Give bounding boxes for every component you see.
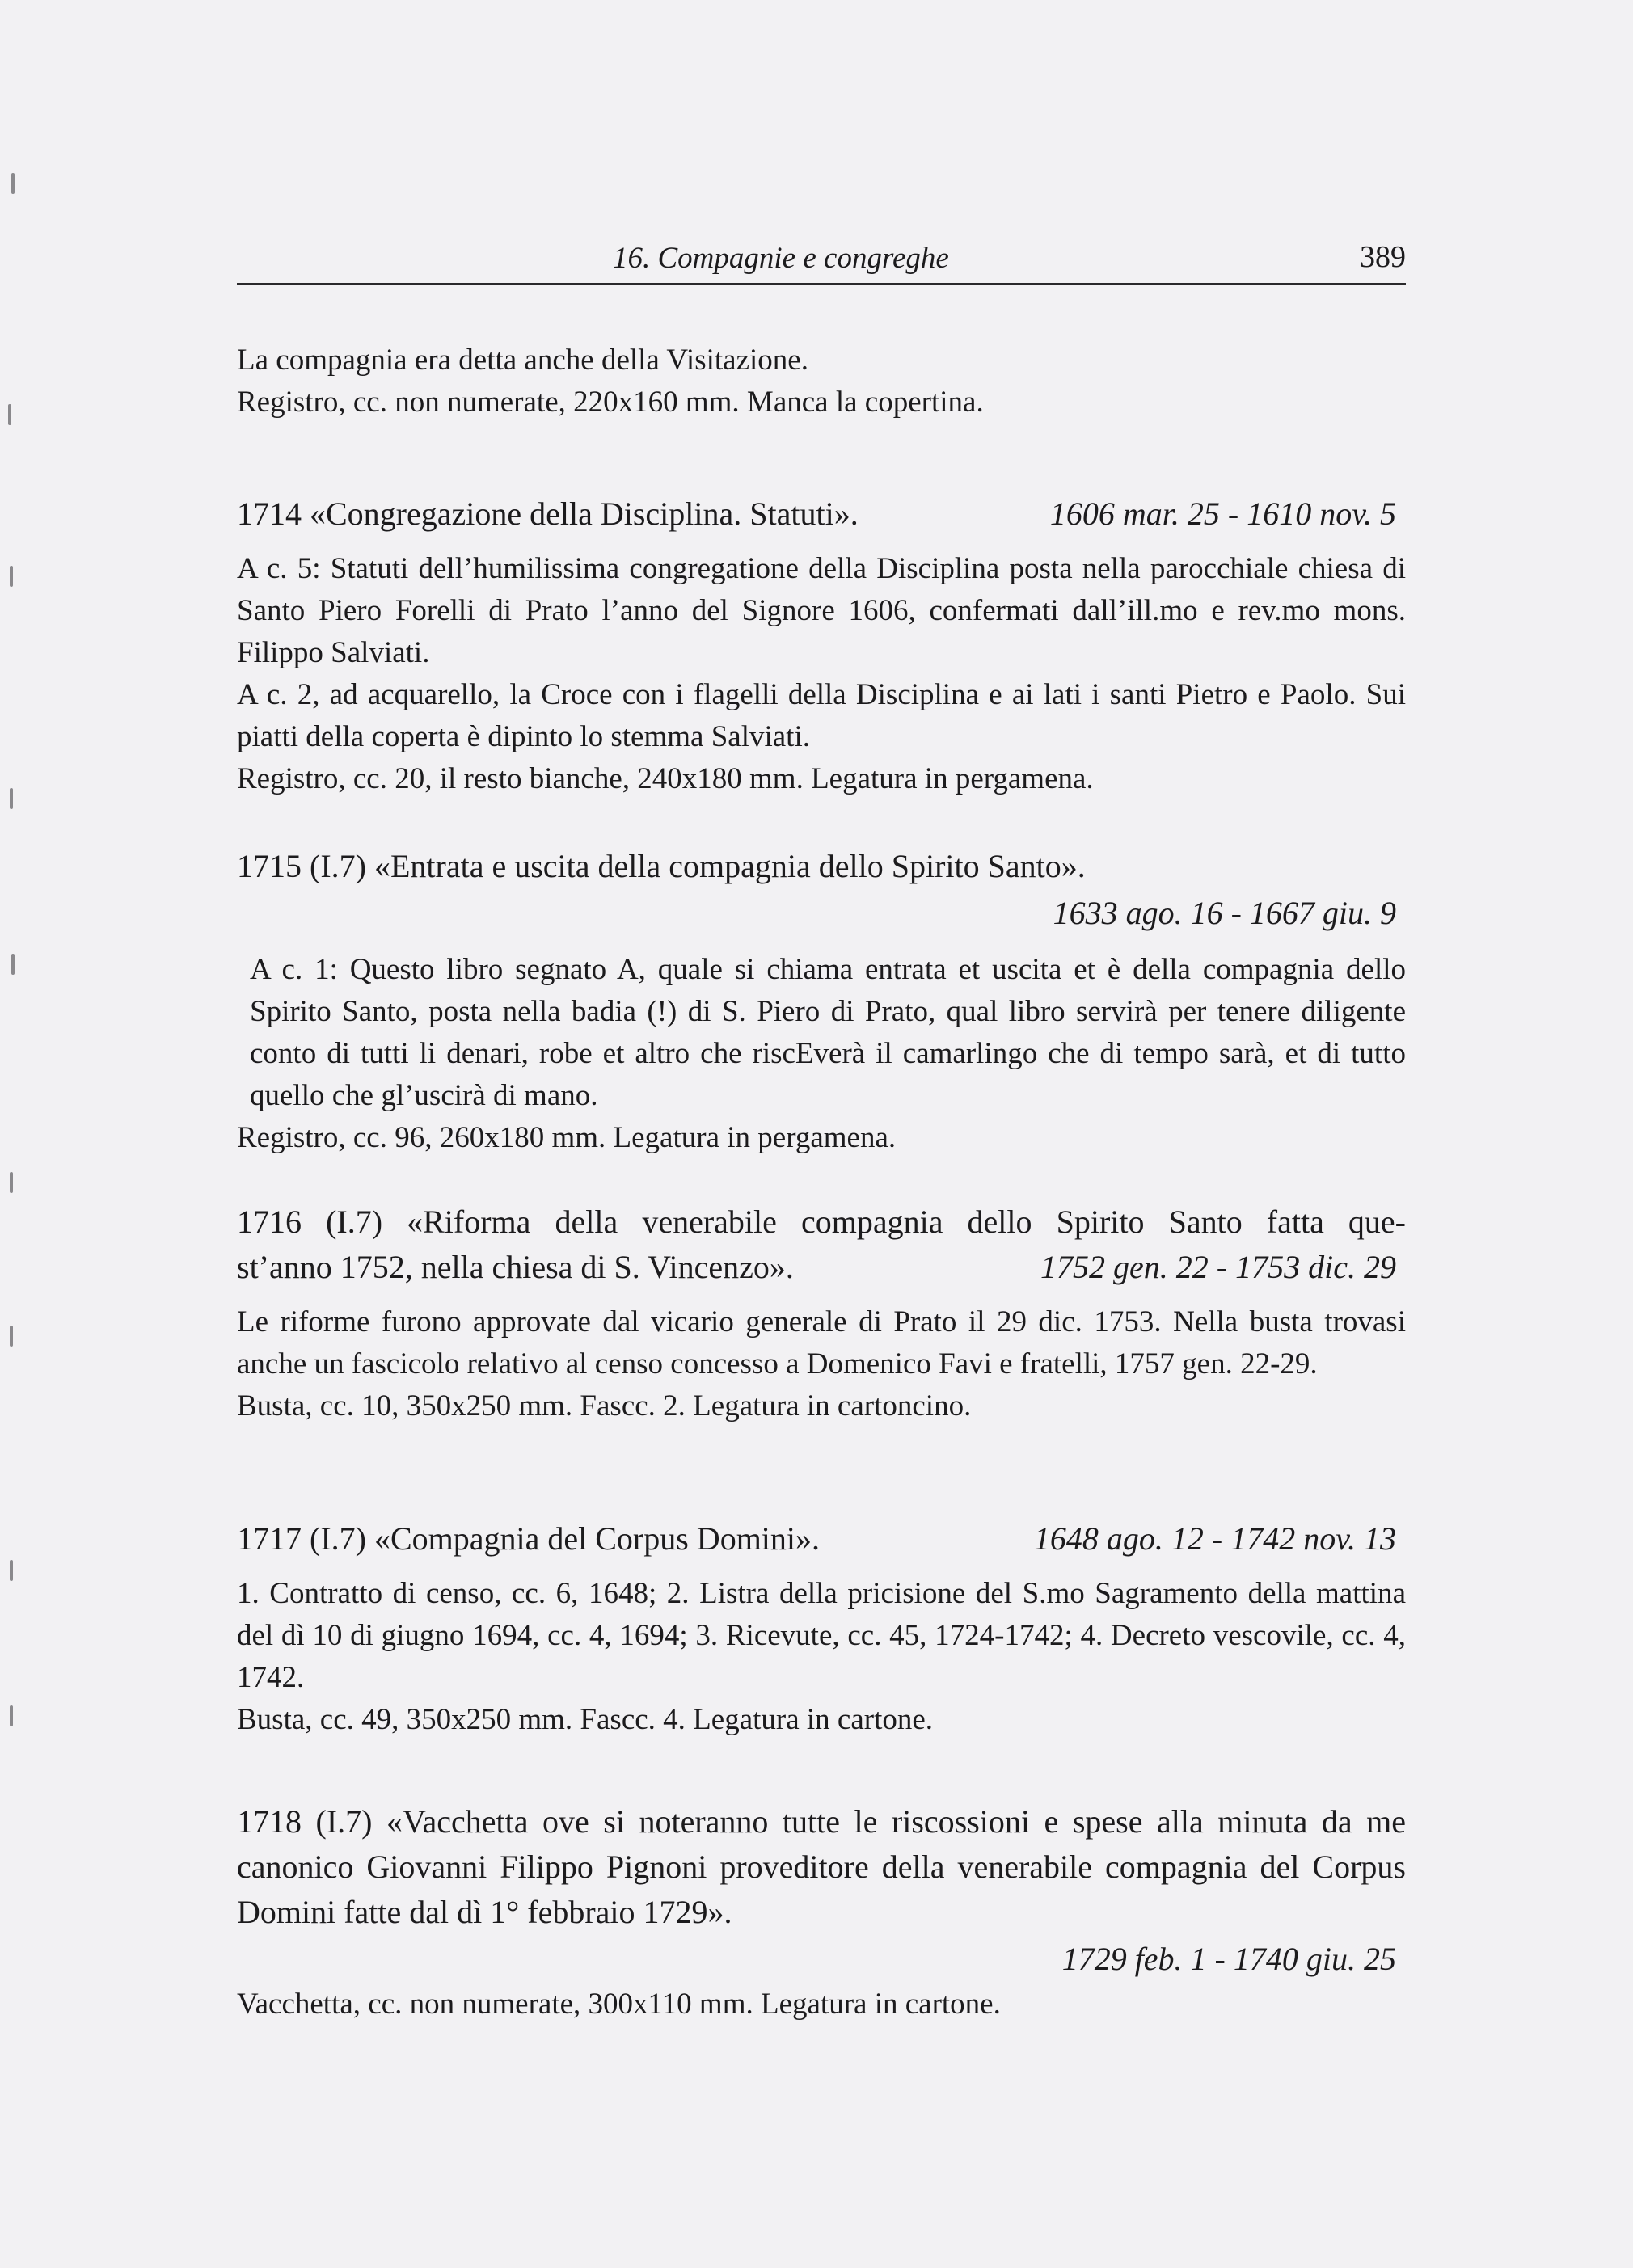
margin-mark (10, 1326, 13, 1347)
entry-title-text: 1714 «Congregazione della Disciplina. Statuti». (237, 495, 859, 532)
entry-date: 1648 ago. 12 - 1742 nov. 13 (1033, 1520, 1396, 1557)
entry-description-2: A c. 2, ad acquarello, la Croce con i flagelli della Disciplina e ai lati i santi Pietro e Paolo. Sui piatti della coperta è dipinto lo stemma Salviati. (237, 678, 1406, 753)
entry-1718 (237, 1799, 1406, 2026)
entry-title (237, 1516, 1406, 1562)
page-header (237, 233, 1406, 285)
entry-date: 1729 feb. 1 - 1740 giu. 25 (1061, 1941, 1396, 1977)
entry-description: A c. 5: Statuti dell’humilissima congregatione della Disciplina posta nella parocchiale chiesa di Santo Piero Forelli di Prato l’anno del Signore 1606, confermati dall’ill.mo e rev.mo mons. Filippo Salviati. (237, 552, 1406, 669)
intro-note (237, 339, 1406, 424)
intro-physical: Registro, cc. non numerate, 220x160 mm. Manca la copertina. (237, 386, 984, 419)
margin-mark (10, 566, 13, 587)
entry-title (237, 491, 1406, 537)
entry-physical: Vacchetta, cc. non numerate, 300x110 mm. Legatura in cartone. (237, 1988, 1001, 2021)
entry-physical: Registro, cc. 96, 260x180 mm. Legatura in pergamena. (237, 1121, 897, 1154)
margin-mark (8, 404, 11, 425)
entry-title: 1718 (I.7) «Vacchetta ove si noteranno tutte le riscossioni e spese alla minuta da me canonico Giovanni Filippo Pignoni proveditore della venerabile compagnia del Corpus Domini fatte dal dì 1° febbraio 1729». (237, 1803, 1406, 1930)
entry-1714 (237, 491, 1406, 800)
margin-mark (11, 173, 15, 194)
entry-title-line: 1716 (I.7) «Riforma della venerabile compagnia dello Spirito Santo fatta que- (237, 1204, 1406, 1240)
entry-1715 (237, 844, 1406, 1159)
entry-title-text: 1717 (I.7) «Compagnia del Corpus Domini». (237, 1520, 821, 1557)
entry-date: 1633 ago. 16 - 1667 giu. 9 (1053, 895, 1396, 931)
entry-title-text: st’anno 1752, nella chiesa di S. Vincenzo». (237, 1249, 794, 1285)
entry-description: Le riforme furono approvate dal vicario generale di Prato il 29 dic. 1753. Nella busta trovasi anche un fascicolo relativo al censo concesso a Domenico Favi e fratelli, 1757 gen. 22-29. (237, 1305, 1406, 1381)
margin-mark (11, 954, 15, 975)
entry-title: 1715 (I.7) «Entrata e uscita della compagnia dello Spirito Santo». (237, 848, 1086, 884)
entry-physical: Busta, cc. 49, 350x250 mm. Fascc. 4. Legatura in cartone. (237, 1703, 934, 1736)
entry-1717 (237, 1516, 1406, 1741)
entry-physical: Busta, cc. 10, 350x250 mm. Fascc. 2. Legatura in cartoncino. (237, 1389, 972, 1423)
entry-date: 1752 gen. 22 - 1753 dic. 29 (1040, 1249, 1396, 1285)
margin-mark (10, 1172, 13, 1193)
entry-title-line (237, 1245, 1406, 1290)
margin-mark (10, 1560, 13, 1581)
entry-1716 (237, 1199, 1406, 1427)
margin-mark (10, 788, 13, 809)
intro-line: La compagnia era detta anche della Visitazione. (237, 344, 808, 377)
entry-description: 1. Contratto di censo, cc. 6, 1648; 2. Listra della pricisione del S.mo Sagramento della mattina del dì 10 di giugno 1694, cc. 4, 1694; 3. Ricevute, cc. 45, 1724-1742; 4. Decreto vescovile, cc. 4, 1742. (237, 1577, 1406, 1694)
entry-date: 1606 mar. 25 - 1610 nov. 5 (1049, 495, 1396, 532)
running-title: 16. Compagnie e congreghe (613, 242, 949, 275)
page-number: 389 (1360, 240, 1406, 274)
margin-mark (10, 1705, 13, 1726)
entry-physical: Registro, cc. 20, il resto bianche, 240x180 mm. Legatura in pergamena. (237, 762, 1094, 795)
entry-description: A c. 1: Questo libro segnato A, quale si chiama entrata et uscita et è della compagnia dello Spirito Santo, posta nella badia (!) di S. Piero di Prato, qual libro servirà per tenere diligente conto di tutti li denari, robe et altro che riscEverà il camarlingo che di tempo sarà, et di tutto quello che gl’uscirà di mano. (250, 953, 1406, 1112)
